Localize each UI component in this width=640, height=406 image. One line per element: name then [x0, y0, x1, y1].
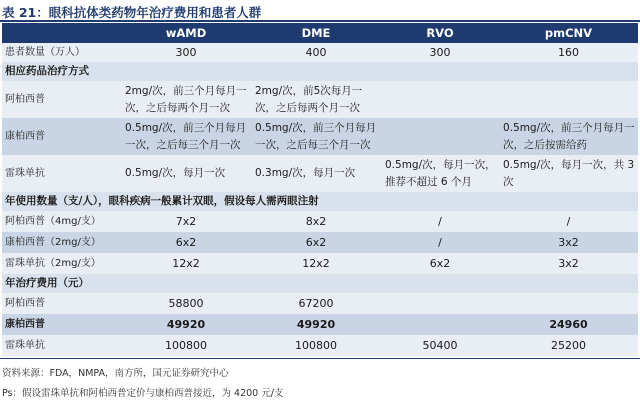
- table-cell: 6x2: [251, 232, 381, 253]
- table-cell: 0.5mg/次，每月一次，推荐不超过 6 个月: [381, 155, 499, 192]
- table-cell: 6x2: [121, 232, 251, 253]
- ps-note: Ps：假设雷珠单抗和阿柏西普定价与康柏西普接近，为 4200 元/支: [2, 388, 284, 399]
- table-row: [2, 118, 638, 155]
- table-cell: [381, 118, 499, 155]
- row-label: 阿柏西普（4mg/支）: [2, 211, 121, 232]
- table-cell: 24960: [499, 314, 638, 335]
- table-row: [2, 232, 638, 253]
- table-cell: 300: [121, 43, 251, 62]
- row-label: 阿柏西普: [2, 81, 121, 118]
- header-cell-empty: [2, 23, 121, 43]
- header-cell-wamd: wAMD: [121, 23, 251, 43]
- row-label: 阿柏西普: [2, 293, 121, 314]
- table-cell: 49920: [121, 314, 251, 335]
- table-row: [2, 155, 638, 192]
- header-cell-rvo: RVO: [381, 23, 499, 43]
- table-cell: 49920: [251, 314, 381, 335]
- row-label: 雷珠单抗: [2, 155, 121, 192]
- table-cell: /: [381, 232, 499, 253]
- table-cell: 0.5mg/次，每月一次，共 3 次: [499, 155, 638, 192]
- table-title: 表 21：眼科抗体类药物年治疗费用和患者人群: [0, 0, 640, 22]
- section-header-dosing: [2, 62, 638, 81]
- header-cell-dme: DME: [251, 23, 381, 43]
- table-cell: 12x2: [251, 253, 381, 274]
- table-cell: 400: [251, 43, 381, 62]
- table-cell: /: [381, 211, 499, 232]
- table-cell: 8x2: [251, 211, 381, 232]
- row-label: 康柏西普: [2, 314, 121, 335]
- row-label: 雷珠单抗（2mg/支）: [2, 253, 121, 274]
- section-title: 年治疗费用（元）: [2, 274, 638, 293]
- row-label: 康柏西普: [2, 118, 121, 155]
- table-cell: 0.5mg/次，前三个月每月一次，之后每三个月一次: [251, 118, 381, 155]
- table-row: [2, 314, 638, 335]
- header-cell-pmcnv: pmCNV: [499, 23, 638, 43]
- table-cell: 0.5mg/次，每月一次: [121, 155, 251, 192]
- treatment-cost-table: [2, 23, 638, 356]
- row-label: 雷珠单抗: [2, 335, 121, 356]
- table-row: [2, 211, 638, 232]
- row-label: 康柏西普（2mg/支）: [2, 232, 121, 253]
- table-cell: 300: [381, 43, 499, 62]
- table-row: [2, 293, 638, 314]
- table-cell: 2mg/次，前5次每月一次，之后每两个月一次: [251, 81, 381, 118]
- table-cell: 67200: [251, 293, 381, 314]
- patients-row: [2, 43, 638, 62]
- table-cell: [381, 293, 499, 314]
- table-cell: [499, 81, 638, 118]
- section-header-cost: [2, 274, 638, 293]
- table-cell: 50400: [381, 335, 499, 356]
- table-cell: [381, 81, 499, 118]
- source-note: 资料来源：FDA，NMPA，南方所，国元证券研究中心: [2, 368, 229, 379]
- table-cell: 7x2: [121, 211, 251, 232]
- table-cell: 100800: [121, 335, 251, 356]
- table-cell: /: [499, 211, 638, 232]
- table-cell: 0.3mg/次，每月一次: [251, 155, 381, 192]
- table-row: [2, 335, 638, 356]
- section-title: 相应药品治疗方式: [2, 62, 638, 81]
- table-cell: 3x2: [499, 253, 638, 274]
- section-header-usage: [2, 192, 638, 211]
- table-cell: 0.5mg/次，前三个月每月一次，之后按需给药: [499, 118, 638, 155]
- table-cell: [381, 314, 499, 335]
- table-cell: 0.5mg/次，前三个月每月一次，之后每三个月一次: [121, 118, 251, 155]
- table-cell: 58800: [121, 293, 251, 314]
- table-cell: 25200: [499, 335, 638, 356]
- table-row: [2, 81, 638, 118]
- table-cell: 100800: [251, 335, 381, 356]
- table-cell: 6x2: [381, 253, 499, 274]
- table-footer: [0, 358, 640, 406]
- table-cell: 3x2: [499, 232, 638, 253]
- header-row: [2, 23, 638, 43]
- table-cell: 12x2: [121, 253, 251, 274]
- section-title: 年使用数量（支/人），眼科疾病一般累计双眼，假设每人需两眼注射: [2, 192, 638, 211]
- table-cell: [499, 293, 638, 314]
- table-cell: 160: [499, 43, 638, 62]
- table-cell: 2mg/次，前三个月每月一次，之后每两个月一次: [121, 81, 251, 118]
- row-label: 患者数量（万人）: [2, 43, 121, 62]
- table-row: [2, 253, 638, 274]
